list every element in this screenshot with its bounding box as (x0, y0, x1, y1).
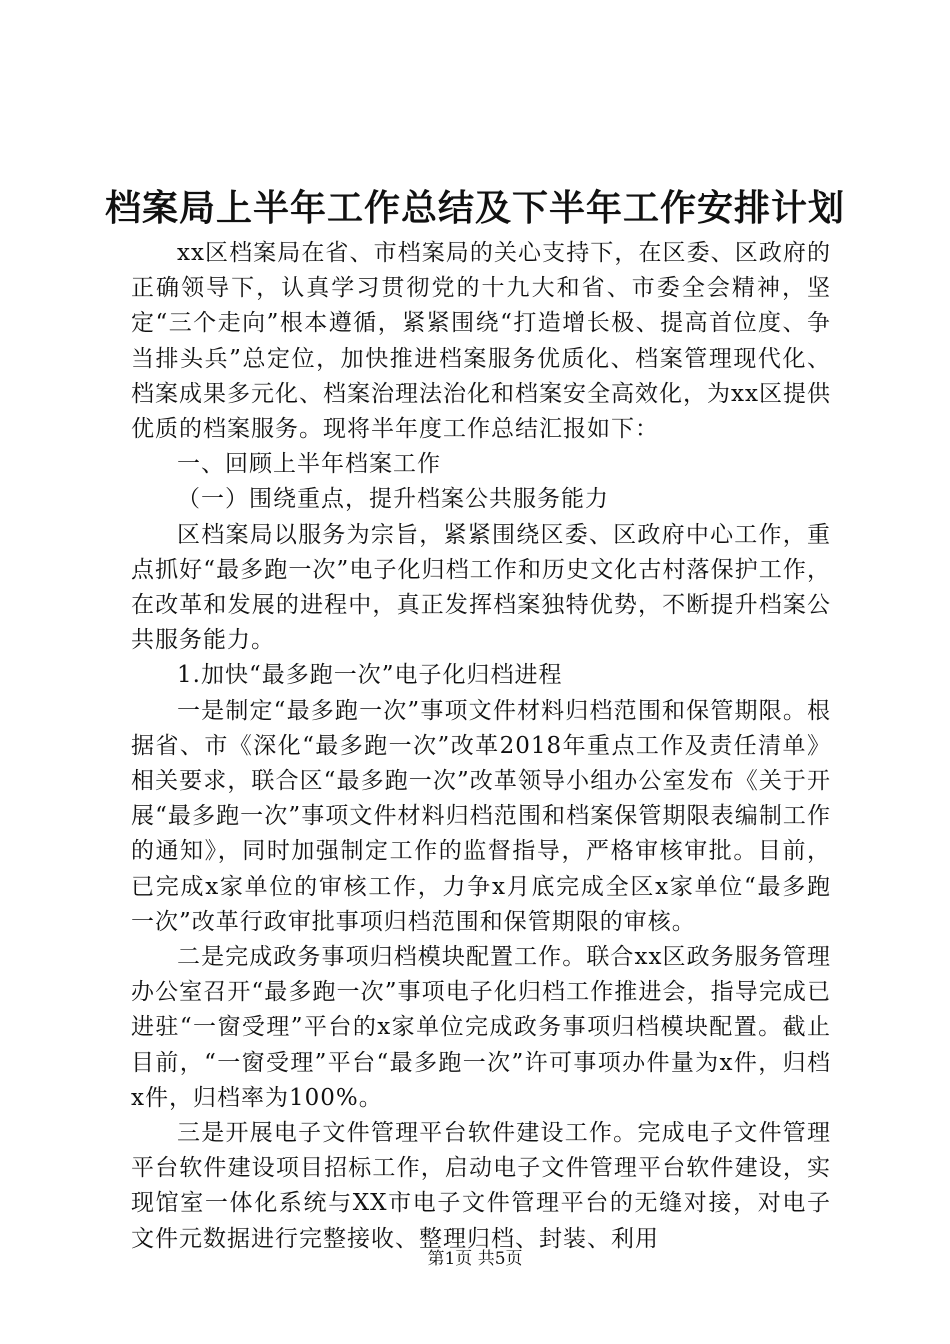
document-title: 档案局上半年工作总结及下半年工作安排计划 (104, 187, 845, 229)
section-heading: 一、回顾上半年档案工作 (177, 451, 441, 478)
item-heading: 1.加快“最多跑一次”电子化归档进程 (177, 662, 563, 689)
body-paragraph: 三是开展电子文件管理平台软件建设工作。完成电子文件管理平台软件建设项目招标工作，启动电子文件管理平台软件建设，实现馆室一体化系统与XX市电子文件管理平台的无缝对接，对电子文件元数据进行完整接收、整理归档、封装、利用 (131, 1120, 831, 1252)
intro-paragraph: xx区档案局在省、市档案局的关心支持下，在区委、区政府的正确领导下，认真学习贯彻党的十九大和省、市委全会精神，坚定“三个走向”根本遵循，紧紧围绕“打造增长极、提高首位度、争当排头兵”总定位，加快推进档案服务优质化、档案管理现代化、档案成果多元化、档案治理法治化和档案安全高效化，为xx区提供优质的档案服务。现将半年度工作总结汇报如下： (131, 240, 831, 443)
body-paragraph: 二是完成政务事项归档模块配置工作。联合xx区政务服务管理办公室召开“最多跑一次”事项电子化归档工作推进会，指导完成已进驻“一窗受理”平台的x家单位完成政务事项归档模块配置。截止目前，“一窗受理”平台“最多跑一次”许可事项办件量为x件，归档x件，归档率为100%。 (131, 944, 831, 1111)
subsection-heading: （一）围绕重点，提升档案公共服务能力 (177, 486, 609, 513)
document-body (131, 236, 831, 1257)
page-footer: 第1页 共5页 (427, 1249, 523, 1269)
body-paragraph: 区档案局以服务为宗旨，紧紧围绕区委、区政府中心工作，重点抓好“最多跑一次”电子化归档工作和历史文化古村落保护工作，在改革和发展的进程中，真正发挥档案独特优势，不断提升档案公共服务能力。 (131, 521, 831, 654)
body-paragraph: 一是制定“最多跑一次”事项文件材料归档范围和保管期限。根据省、市《深化“最多跑一次”改革2018年重点工作及责任清单》相关要求，联合区“最多跑一次”改革领导小组办公室发布《关于开展“最多跑一次”事项文件材料归档范围和档案保管期限表编制工作的通知》，同时加强制定工作的监督指导，严格审核审批。目前，已完成x家单位的审核工作，力争x月底完成全区x家单位“最多跑一次”改革行政审批事项归档范围和保管期限的审核。 (131, 697, 831, 935)
